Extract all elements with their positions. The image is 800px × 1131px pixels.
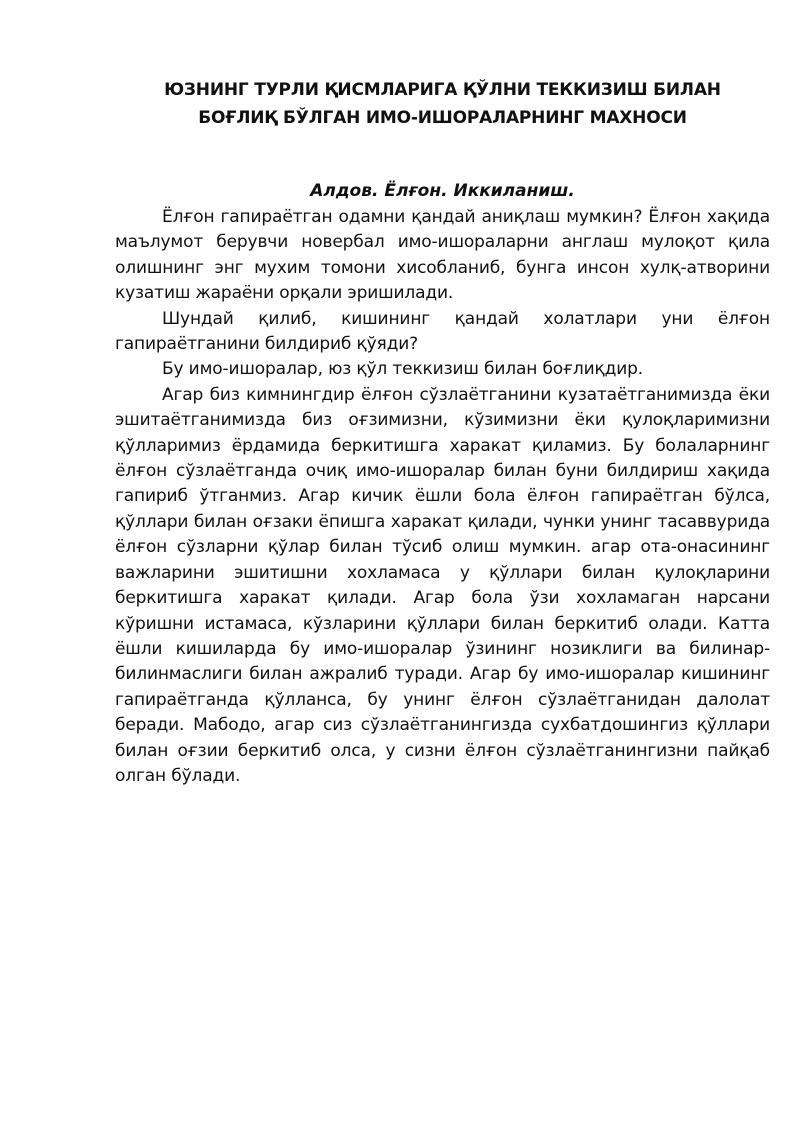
document-title bbox=[115, 76, 770, 132]
title-line-2: БОҒЛИҚ БЎЛГАН ИМО-ИШОРАЛАРНИНГ МАХНОСИ bbox=[198, 108, 687, 128]
paragraph-1: Ёлғон гапираётган одамни қандай аниқлаш мумкин? Ёлғон хақида маълумот берувчи новербал имо-ишораларни англаш мулоқот қила олишнинг энг мухим томони хисобланиб, бунга инсон хулқ-атворини кузатиш жараёни орқали эришилади. bbox=[115, 207, 770, 304]
document-page bbox=[115, 76, 770, 789]
paragraph-2: Шундай қилиб, кишининг қандай холатлари уни ёлғон гапираётганини билдириб қўяди? bbox=[115, 308, 770, 355]
document-body bbox=[115, 205, 770, 789]
paragraph-4: Агар биз кимнингдир ёлғон сўзлаётганини кузатаётганимизда ёки эшитаётганимизда биз оғзимизни, кўзимизни ёки қулоқларимизни қўлларимиз ёрдамида беркитишга харакат қиламиз. Бу болаларнинг ёлғон сўзлаётганда очиқ имо-ишоралар билан буни билдириш хақида гапириб ўтганмиз. Агар кичик ёшли бола ёлғон гапираётган бўлса, қўллари билан оғзаки ёпишга харакат қилади, чунки унинг тасаввурида ёлғон сўзларни қўлар билан тўсиб олиш мумкин. агар ота-онасининг важларини эшитишни хохламаса у қўллари билан қулоқларини беркитишга харакат қилади. Агар бола ўзи хохламаган нарсани кўришни истамаса, кўзларини қўллари билан беркитиб олади. Катта ёшли кишиларда бу имо-ишоралар ўзининг нозиклиги ва билинар-билинмаслиги билан ажралиб туради. Агар бу имо-ишоралар кишининг гапираётганда қўлланса, бу унинг ёлғон сўзлаётганидан далолат беради. Мабодо, агар сиз сўзлаётганингизда сухбатдошингиз қўллари билан оғзии беркитиб олса, у сизни ёлғон сўзлаётганингизни пайқаб олган бўлади. bbox=[115, 384, 770, 786]
paragraph-3: Бу имо-ишоралар, юз қўл теккизиш билан боғлиқдир. bbox=[162, 359, 644, 380]
section-subtitle: Алдов. Ёлғон. Иккиланиш. bbox=[310, 181, 575, 201]
title-line-1: ЮЗНИНГ ТУРЛИ ҚИСМЛАРИГА ҚЎЛНИ ТЕККИЗИШ БИЛАН bbox=[164, 80, 721, 100]
